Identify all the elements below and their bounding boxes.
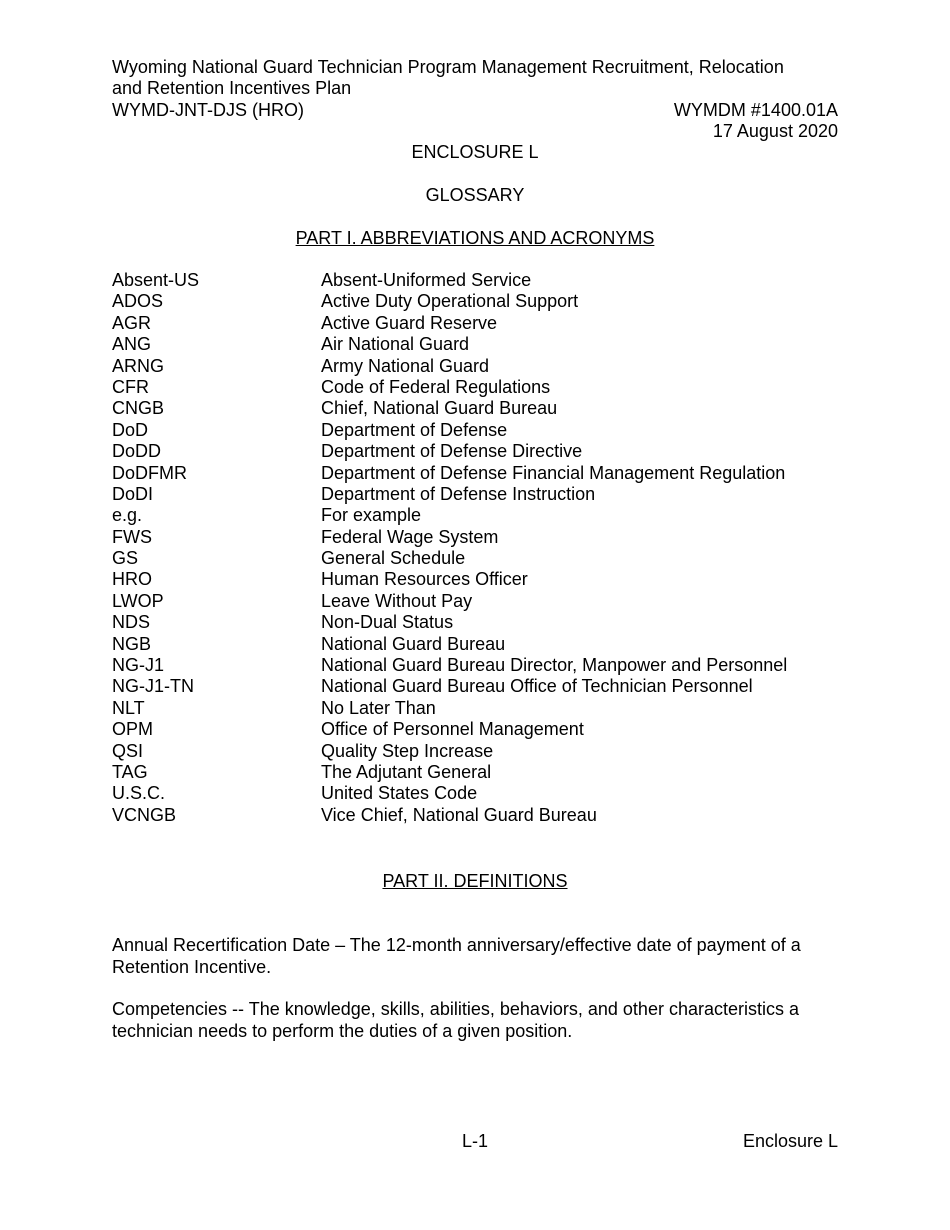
glossary-abbreviation: TAG bbox=[112, 761, 148, 782]
glossary-abbreviation: HRO bbox=[112, 569, 152, 590]
document-title-line-2: and Retention Incentives Plan bbox=[112, 78, 352, 98]
glossary-definition: United States Code bbox=[321, 783, 478, 804]
glossary-abbreviation: QSI bbox=[112, 740, 144, 761]
glossary-definition: For example bbox=[321, 505, 422, 526]
glossary-abbreviation: GS bbox=[112, 548, 139, 569]
glossary-abbreviation: NGB bbox=[112, 633, 152, 654]
document-title-line-1: Wyoming National Guard Technician Program Management Recruitment, Relocation bbox=[112, 57, 784, 77]
glossary-definition: Department of Defense Directive bbox=[321, 441, 583, 462]
definition-annual-recertification: Annual Recertification Date – The 12-month anniversary/effective date of payment of a Retention Incentive. bbox=[112, 935, 801, 977]
glossary-definition: Non-Dual Status bbox=[321, 612, 454, 633]
glossary-abbreviation: CFR bbox=[112, 376, 149, 397]
glossary-abbreviation: ADOS bbox=[112, 291, 164, 312]
glossary-abbreviation: VCNGB bbox=[112, 804, 177, 825]
glossary-abbreviation: DoDFMR bbox=[112, 462, 187, 483]
glossary-definition: Code of Federal Regulations bbox=[321, 376, 551, 397]
glossary-definition: Army National Guard bbox=[321, 355, 490, 376]
glossary-definition: Absent-Uniformed Service bbox=[321, 270, 532, 290]
glossary-abbreviation: AGR bbox=[112, 312, 152, 333]
part2-heading-text: PART II. DEFINITIONS bbox=[382, 871, 568, 891]
glossary-abbreviation: Absent-US bbox=[112, 270, 200, 290]
glossary-definition: Air National Guard bbox=[321, 334, 470, 355]
glossary-definition: National Guard Bureau Office of Technician Personnel bbox=[321, 676, 753, 697]
glossary-abbreviation: ARNG bbox=[112, 355, 165, 376]
glossary-definition: National Guard Bureau bbox=[321, 633, 506, 654]
definition-competencies: Competencies -- The knowledge, skills, abilities, behaviors, and other characteristics a technician needs to perform the duties of a given position. bbox=[112, 999, 799, 1041]
document-date: 17 August 2020 bbox=[712, 121, 838, 141]
glossary-abbreviation: NG-J1-TN bbox=[112, 676, 194, 697]
glossary-definition: Federal Wage System bbox=[321, 526, 499, 547]
glossary-abbreviation: NLT bbox=[112, 697, 145, 718]
glossary-definition: Department of Defense bbox=[321, 419, 508, 440]
page-number: L-1 bbox=[461, 1131, 488, 1151]
glossary-definition: The Adjutant General bbox=[321, 761, 492, 782]
glossary-definition: Leave Without Pay bbox=[321, 590, 473, 611]
glossary-abbreviation: e.g. bbox=[112, 505, 143, 526]
enclosure-heading: ENCLOSURE L bbox=[411, 142, 539, 162]
glossary-definition: Chief, National Guard Bureau bbox=[321, 398, 558, 419]
glossary-definition: Human Resources Officer bbox=[321, 569, 528, 590]
glossary-abbreviation: DoD bbox=[112, 419, 149, 440]
part2-heading bbox=[0, 871, 950, 892]
glossary-definition: Active Duty Operational Support bbox=[321, 291, 579, 312]
glossary-heading: GLOSSARY bbox=[425, 185, 525, 205]
glossary-abbreviation: DoDD bbox=[112, 441, 162, 462]
glossary-definition: Vice Chief, National Guard Bureau bbox=[321, 804, 597, 825]
glossary-definition: Active Guard Reserve bbox=[321, 312, 498, 333]
glossary-definition: No Later Than bbox=[321, 697, 436, 718]
part1-heading-text: PART I. ABBREVIATIONS AND ACRONYMS bbox=[295, 228, 655, 248]
glossary-definition: Department of Defense Instruction bbox=[321, 483, 596, 504]
glossary-abbreviation: U.S.C. bbox=[112, 783, 166, 804]
glossary-abbreviation: ANG bbox=[112, 334, 152, 355]
glossary-abbreviation: LWOP bbox=[112, 590, 164, 611]
office-code: WYMD-JNT-DJS (HRO) bbox=[112, 100, 304, 120]
footer-enclosure-label: Enclosure L bbox=[742, 1131, 838, 1151]
document-number: WYMDM #1400.01A bbox=[673, 100, 838, 120]
glossary-definition: Department of Defense Financial Management Regulation bbox=[321, 462, 786, 483]
part1-heading bbox=[0, 228, 950, 249]
glossary-definition: National Guard Bureau Director, Manpower and Personnel bbox=[321, 655, 788, 676]
glossary-abbreviation: NDS bbox=[112, 612, 151, 633]
glossary-abbreviation: NG-J1 bbox=[112, 655, 165, 676]
glossary-abbreviation: DoDI bbox=[112, 483, 154, 504]
glossary-abbreviation: FWS bbox=[112, 526, 152, 547]
glossary-definition: Quality Step Increase bbox=[321, 740, 494, 761]
glossary-abbreviation: CNGB bbox=[112, 398, 165, 419]
glossary-abbreviation: OPM bbox=[112, 719, 154, 740]
glossary-definition: General Schedule bbox=[321, 548, 466, 569]
glossary-definition: Office of Personnel Management bbox=[321, 719, 584, 740]
